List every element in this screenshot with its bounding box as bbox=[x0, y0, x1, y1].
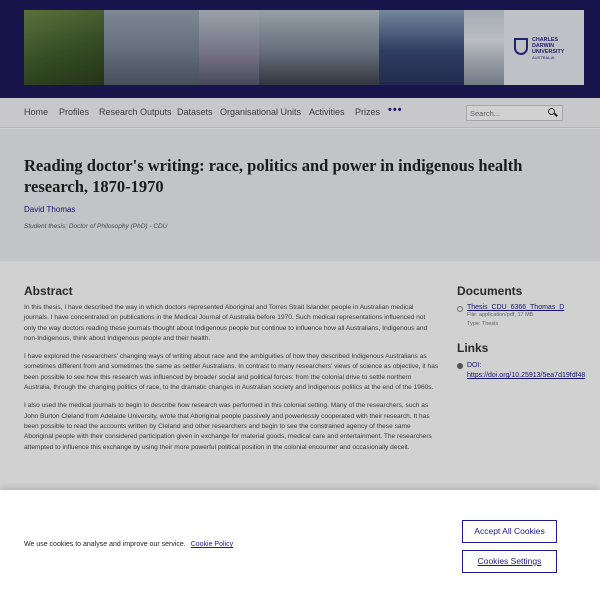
links-heading: Links bbox=[457, 341, 489, 355]
nav-organisational-units[interactable]: Organisational Units bbox=[220, 107, 302, 117]
abstract-paragraph: I also used the medical journals to begin to describe how research was performed in this colonial setting. Many of the researchers, such as John Burton Cleland from Adelaide University, wrote that Aboriginal people passively and powerlessly cooperated with their research. It has been possible to read the accounts written by Cleland and other researchers and begin to see the constrained agency of these same Aboriginal people with their considered participation given in exchange for material goods, medical care and entertainment. The researchers attempted to influence this exchange by using their more powerful political position in the colonial encounter and occasionally deceit. bbox=[24, 402, 432, 451]
document-file-info: File: application/pdf, 17 MB bbox=[467, 312, 534, 318]
nav-profiles[interactable]: Profiles bbox=[59, 107, 90, 117]
nav-research-outputs[interactable]: Research Outputs bbox=[99, 107, 172, 117]
logo-subtext: AUSTRALIA bbox=[532, 55, 555, 60]
nav-datasets[interactable]: Datasets bbox=[177, 107, 213, 117]
abstract-paragraph: I have explored the researchers' changing ways of writing about race and the ambiguities of how they described Indigenous Australians as sometimes different from and sometimes the same as settler Australians. In contrast to many researchers' views of science as objective, it has been possible to see how this research was influenced by broader social and political forces: from the colonial drive to settle northern Australia, through the changing politics of race, to the dramatic changes in Australian society and Indigenous politics at the end of the 1960s. bbox=[24, 353, 439, 392]
page-title: Reading doctor's writing: race, politics and power in indigenous health research, 1870-1970 bbox=[24, 156, 523, 196]
documents-heading: Documents bbox=[457, 284, 523, 298]
abstract-paragraph: In this thesis, I have described the way in which doctors represented Aboriginal and Torres Strait Islander people in Australian medical journals. I have concentrated on publications in the Medical Journal of Australia before 1970. Such medical representations influenced not only the way doctors reading these journals thought about Indigenous people but continue to influence how all Australians, Indigenous and non-Indigenous, think about Indigenous people and their health. bbox=[24, 304, 428, 342]
document-link[interactable]: Thesis_CDU_6366_Thomas_D bbox=[467, 304, 565, 311]
doi-label: DOI: bbox=[467, 362, 482, 369]
nav-activities[interactable]: Activities bbox=[309, 107, 345, 117]
thesis-type: Student thesis: Doctor of Philosophy (PhD) - CDU bbox=[24, 223, 168, 230]
logo-text: CHARLES DARWIN UNIVERSITY bbox=[532, 37, 565, 55]
cookie-message: We use cookies to analyse and improve our service. Cookie Policy bbox=[24, 541, 234, 548]
nav-more-button[interactable]: ••• bbox=[388, 104, 403, 116]
nav-prizes[interactable]: Prizes bbox=[355, 107, 381, 117]
cookies-settings-button[interactable]: Cookies Settings bbox=[462, 550, 557, 573]
cookie-banner bbox=[0, 490, 600, 600]
accept-all-cookies-button[interactable]: Accept All Cookies bbox=[462, 520, 557, 543]
author-link[interactable]: David Thomas bbox=[24, 205, 76, 214]
document-type: Type: Thesis bbox=[467, 321, 499, 327]
nav-home[interactable]: Home bbox=[24, 107, 49, 117]
doi-link[interactable]: https://doi.org/10.25913/5ea7d19fdf48 bbox=[467, 372, 586, 379]
abstract-heading: Abstract bbox=[24, 284, 73, 298]
cookie-policy-link[interactable]: Cookie Policy bbox=[190, 541, 234, 548]
